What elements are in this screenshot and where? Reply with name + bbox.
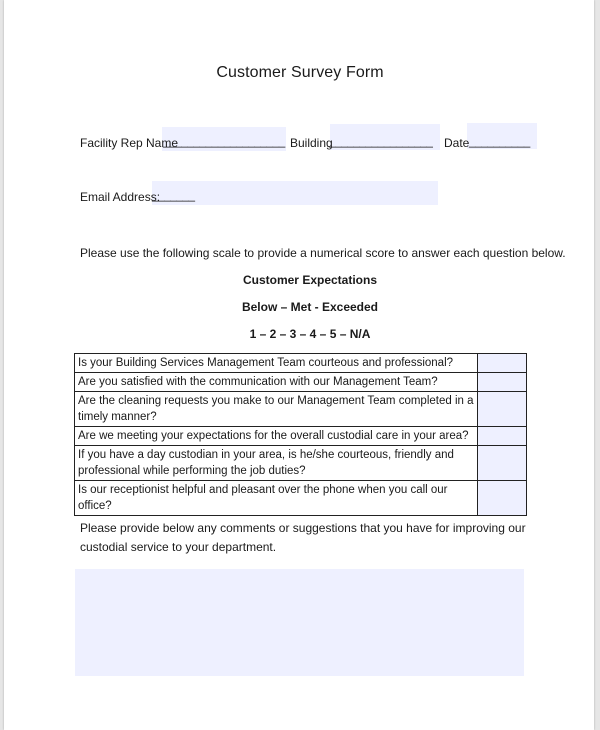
scale-words: Below – Met - Exceeded xyxy=(241,300,379,314)
question-text: Is our receptionist helpful and pleasant over the phone when you call our office? xyxy=(75,481,478,516)
comments-prompt: Please provide below any comments or suggestions that you have for improving our custodial service to your department. xyxy=(80,521,526,554)
facility-rep-label: Facility Rep Name xyxy=(80,136,179,150)
question-text: Are we meeting your expectations for the overall custodial care in your area? xyxy=(75,427,478,446)
comments-textarea[interactable] xyxy=(75,569,524,676)
question-text: Are the cleaning requests you make to our Management Team completed in a timely manner? xyxy=(75,392,478,427)
facility-rep-underline: ____________________ xyxy=(163,136,285,148)
score-field[interactable] xyxy=(478,392,527,427)
email-label: Email Address: xyxy=(80,190,161,204)
score-field[interactable] xyxy=(478,481,527,516)
building-label: Building xyxy=(290,136,333,150)
score-field[interactable] xyxy=(478,427,527,446)
date-underline: __________ xyxy=(469,136,530,148)
building-underline: _________________ xyxy=(329,136,433,148)
question-text: Are you satisfied with the communication with our Management Team? xyxy=(75,373,478,392)
scale-numbers: 1 – 2 – 3 – 4 – 5 – N/A xyxy=(249,327,371,341)
question-text: If you have a day custodian in your area, is he/she courteous, friendly and professional while performing the job duties? xyxy=(75,446,478,481)
table-row xyxy=(75,373,527,392)
questions-table xyxy=(74,353,527,516)
question-text: Is your Building Services Management Team courteous and professional? xyxy=(75,354,478,373)
scale-instruction: Please use the following scale to provide a numerical score to answer each question below. xyxy=(80,246,566,260)
table-row xyxy=(75,354,527,373)
table-row xyxy=(75,392,527,427)
score-field[interactable] xyxy=(478,446,527,481)
table-row xyxy=(75,427,527,446)
score-field[interactable] xyxy=(478,354,527,373)
date-label: Date xyxy=(444,136,470,150)
table-row xyxy=(75,446,527,481)
section-title: Customer Expectations xyxy=(242,273,378,287)
table-row xyxy=(75,481,527,516)
form-title: Customer Survey Form xyxy=(216,64,384,81)
score-field[interactable] xyxy=(478,373,527,392)
email-underline: _______ xyxy=(152,190,195,202)
